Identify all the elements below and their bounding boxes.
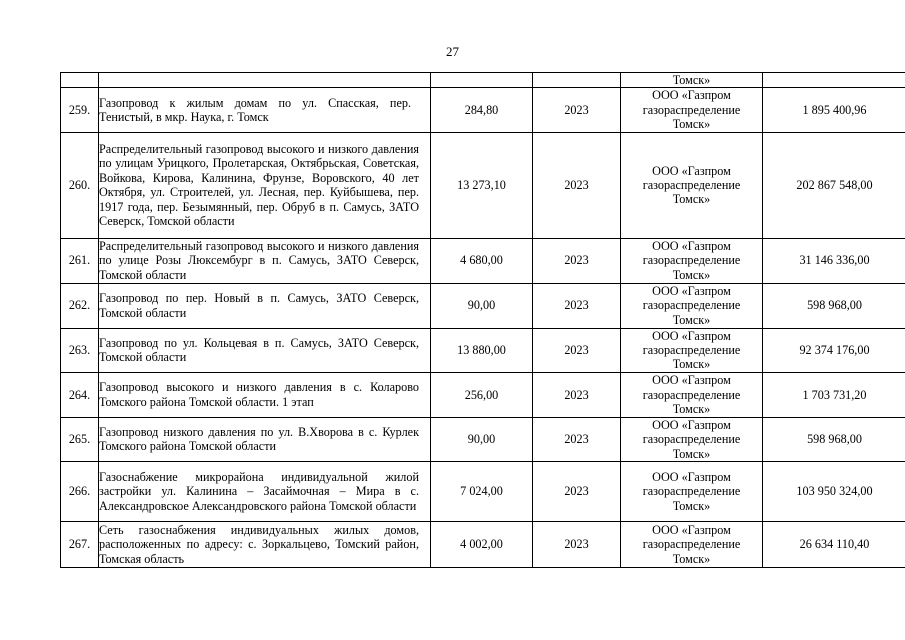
row-number: 264. (61, 372, 99, 417)
cost: 598 968,00 (763, 417, 905, 461)
year: 2023 (533, 462, 621, 522)
pipeline-length: 4 680,00 (431, 238, 533, 283)
organization: ООО «Газпром газораспределение Томск» (621, 462, 763, 522)
year: 2023 (533, 372, 621, 417)
cell-year (533, 73, 621, 88)
page-number: 27 (446, 44, 459, 59)
continuation-row (61, 73, 905, 88)
cost: 31 146 336,00 (763, 238, 905, 283)
year: 2023 (533, 238, 621, 283)
row-number: 263. (61, 328, 99, 372)
table-row (61, 283, 905, 328)
pipeline-length: 4 002,00 (431, 522, 533, 568)
cost: 1 895 400,96 (763, 88, 905, 132)
cost: 26 634 110,40 (763, 522, 905, 568)
row-number: 260. (61, 132, 99, 238)
organization: ООО «Газпром газораспределение Томск» (621, 88, 763, 132)
cost: 103 950 324,00 (763, 462, 905, 522)
object-name: Газопровод низкого давления по ул. В.Хворова в с. Курлек Томского района Томской области (99, 417, 431, 461)
table-row (61, 372, 905, 417)
object-name: Газопровод к жилым домам по ул. Спасская, пер. Тенистый, в мкр. Наука, г. Томск (99, 88, 431, 132)
year: 2023 (533, 522, 621, 568)
pipeline-length: 90,00 (431, 283, 533, 328)
table-row (61, 522, 905, 568)
pipeline-length: 13 273,10 (431, 132, 533, 238)
organization: ООО «Газпром газораспределение Томск» (621, 328, 763, 372)
organization: ООО «Газпром газораспределение Томск» (621, 522, 763, 568)
organization: ООО «Газпром газораспределение Томск» (621, 417, 763, 461)
table-row (61, 238, 905, 283)
cell-name (99, 73, 431, 88)
pipeline-length: 7 024,00 (431, 462, 533, 522)
cost: 92 374 176,00 (763, 328, 905, 372)
cost: 598 968,00 (763, 283, 905, 328)
table-row (61, 88, 905, 132)
year: 2023 (533, 132, 621, 238)
cell-org: Томск» (621, 73, 763, 88)
organization: ООО «Газпром газораспределение Томск» (621, 283, 763, 328)
pipeline-length: 256,00 (431, 372, 533, 417)
gas-pipeline-table (60, 72, 905, 568)
cell-num (61, 73, 99, 88)
year: 2023 (533, 88, 621, 132)
object-name: Газоснабжение микрорайона индивидуальной жилой застройки ул. Калинина – Засаймочная – Мира в с. Александровское Александровского района Томской области (99, 462, 431, 522)
organization: ООО «Газпром газораспределение Томск» (621, 372, 763, 417)
row-number: 266. (61, 462, 99, 522)
cell-length (431, 73, 533, 88)
row-number: 261. (61, 238, 99, 283)
row-number: 259. (61, 88, 99, 132)
table-row (61, 462, 905, 522)
object-name: Газопровод высокого и низкого давления в с. Коларово Томского района Томской области. 1 этап (99, 372, 431, 417)
table-row (61, 132, 905, 238)
table-row (61, 328, 905, 372)
object-name: Распределительный газопровод высокого и низкого давления по улицам Урицкого, Пролетарская, Октябрьская, Советская, Войкова, Кирова, Калинина, Фрунзе, Воровского, 40 лет Октября, ул. Строителей, ул. Лесная, пер. Куйбышева, пер. 1917 года, пер. Безымянный, пер. Обруб в п. Самусь, ЗАТО Северск, Томской области (99, 132, 431, 238)
cell-cost (763, 73, 905, 88)
row-number: 267. (61, 522, 99, 568)
row-number: 262. (61, 283, 99, 328)
row-number: 265. (61, 417, 99, 461)
organization: ООО «Газпром газораспределение Томск» (621, 132, 763, 238)
year: 2023 (533, 328, 621, 372)
pipeline-length: 284,80 (431, 88, 533, 132)
cost: 202 867 548,00 (763, 132, 905, 238)
pipeline-length: 90,00 (431, 417, 533, 461)
object-name: Газопровод по ул. Кольцевая в п. Самусь, ЗАТО Северск, Томской области (99, 328, 431, 372)
object-name: Распределительный газопровод высокого и низкого давления по улице Розы Люксембург в п. Самусь, ЗАТО Северск, Томской области (99, 238, 431, 283)
year: 2023 (533, 283, 621, 328)
table-row (61, 417, 905, 461)
pipeline-length: 13 880,00 (431, 328, 533, 372)
object-name: Сеть газоснабжения индивидуальных жилых домов, расположенных по адресу: с. Зоркальцево, Томский район, Томская область (99, 522, 431, 568)
organization: ООО «Газпром газораспределение Томск» (621, 238, 763, 283)
object-name: Газопровод по пер. Новый в п. Самусь, ЗАТО Северск, Томской области (99, 283, 431, 328)
year: 2023 (533, 417, 621, 461)
cost: 1 703 731,20 (763, 372, 905, 417)
